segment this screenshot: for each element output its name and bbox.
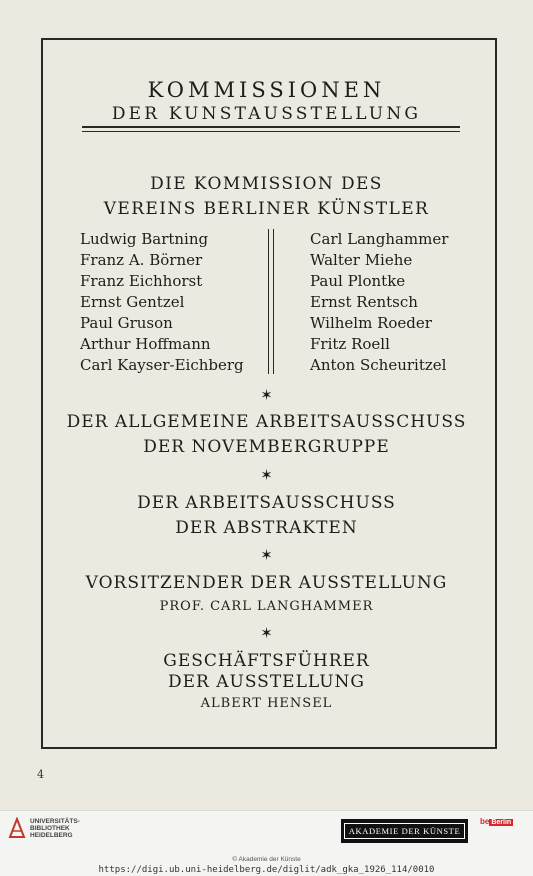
name-entry: Ernst Gentzel [80,293,185,311]
name-entry: Franz A. Börner [80,251,203,269]
akademie-logo[interactable] [341,819,468,843]
university-library-name: UNIVERSITÄTS- BIBLIOTHEK HEIDELBERG [30,817,80,839]
name-entry: Fritz Roell [310,335,390,353]
star-ornament-icon: ✶ [260,546,273,564]
title-rule-thin [82,131,460,132]
section2-heading-line-1: DER ALLGEMEINE ARBEITSAUSSCHUSS [66,412,467,432]
berlin-logo[interactable] [480,817,526,851]
section5-heading-line-1: GESCHÄFTSFÜHRER [163,651,370,671]
section5-person: ALBERT HENSEL [200,696,333,711]
berlin-logo-text: Berlin [491,819,512,826]
name-entry: Ludwig Bartning [80,230,209,248]
copyright-text: © Akademie der Künste [232,856,301,863]
section1-heading-line-2: VEREINS BERLINER KÜNSTLER [103,199,430,219]
title-line-1: KOMMISSIONEN [147,78,386,102]
names-right-column [310,229,448,376]
star-ornament-icon: ✶ [260,466,273,484]
section5-heading-line-2: DER AUSSTELLUNG [167,672,366,692]
section3-heading-line-2: DER ABSTRAKTEN [175,518,358,538]
name-entry: Paul Plontke [310,272,406,290]
permalink-url[interactable]: https://digi.ub.uni-heidelberg.de/diglit/adk_gka_1926_114/0010 [98,865,435,875]
name-entry: Paul Gruson [80,314,173,332]
name-entry: Arthur Hoffmann [80,335,211,353]
section1-heading-line-1: DIE KOMMISSION DES [150,174,383,194]
star-ornament-icon: ✶ [260,624,273,642]
name-entry: Walter Miehe [310,251,413,269]
page-mark: 4 [37,768,44,781]
title-rule-thick [82,126,460,128]
star-ornament-icon: ✶ [260,386,273,404]
name-entry: Anton Scheuritzel [310,356,447,374]
name-entry: Carl Kayser-Eichberg [80,356,244,374]
name-entry: Wilhelm Roeder [310,314,432,332]
viewer-footer [0,810,533,876]
names-left-column [80,229,244,376]
section2-heading-line-2: DER NOVEMBERGRUPPE [143,437,390,457]
name-entry: Ernst Rentsch [310,293,418,311]
section4-heading: VORSITZENDER DER AUSSTELLUNG [85,573,448,593]
berlin-logo-mark-icon: be [480,817,490,826]
university-seal-icon [8,817,26,839]
column-divider [268,229,269,374]
name-entry: Carl Langhammer [310,230,449,248]
title-line-2: DER KUNSTAUSSTELLUNG [111,104,422,124]
berlin-logo-subtext [480,826,526,831]
university-library-logo[interactable] [8,817,80,839]
akademie-logo-text: AKADEMIE DER KÜNSTE [344,823,466,839]
section4-person: PROF. CARL LANGHAMMER [159,599,374,614]
name-entry: Franz Eichhorst [80,272,203,290]
column-divider [273,229,274,374]
section3-heading-line-1: DER ARBEITSAUSSCHUSS [137,493,396,513]
